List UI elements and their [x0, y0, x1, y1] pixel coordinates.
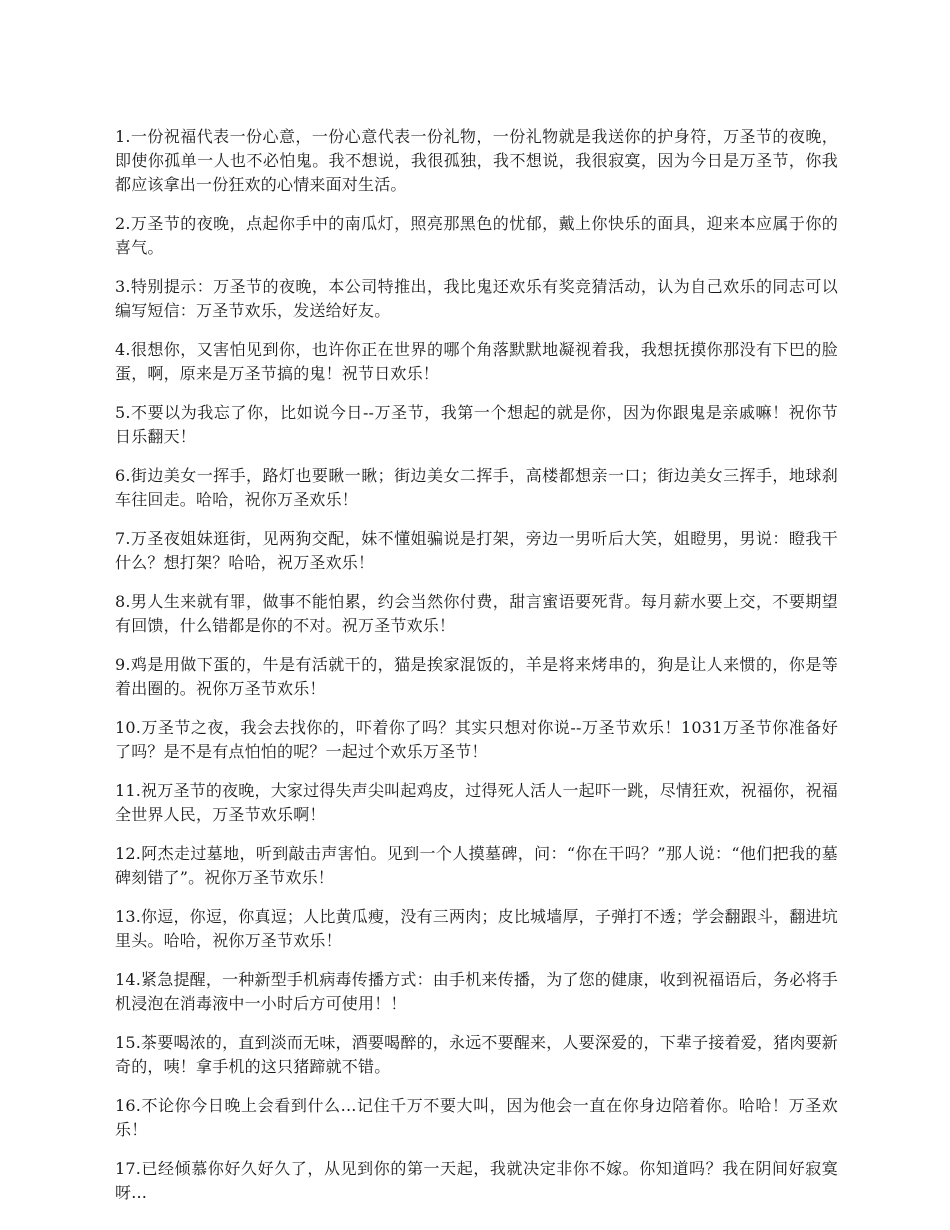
paragraph-9: 9.鸡是用做下蛋的，牛是有活就干的，猫是挨家混饭的，羊是将来烤串的，狗是让人来惯的，你是等着出圈的。祝你万圣节欢乐！: [115, 655, 838, 698]
paragraph-7: 7.万圣夜姐妹逛街，见两狗交配，妹不懂姐骗说是打架，旁边一男听后大笑，姐瞪男，男说：瞪我干什么？想打架？哈哈，祝万圣欢乐！: [115, 529, 838, 572]
paragraph-6: 6.街边美女一挥手，路灯也要瞅一瞅；街边美女二挥手，高楼都想亲一口；街边美女三挥手，地球刹车往回走。哈哈，祝你万圣欢乐！: [115, 466, 838, 509]
paragraph-5: 5.不要以为我忘了你，比如说今日--万圣节，我第一个想起的就是你，因为你跟鬼是亲戚嘛！祝你节日乐翻天！: [115, 403, 838, 446]
paragraph-14: 14.紧急提醒，一种新型手机病毒传播方式：由手机来传播，为了您的健康，收到祝福语后，务必将手机浸泡在消毒液中一小时后方可使用！！: [115, 970, 838, 1013]
paragraph-16: 16.不论你今日晚上会看到什么...记住千万不要大叫，因为他会一直在你身边陪着你。哈哈！万圣欢乐！: [115, 1096, 838, 1139]
paragraph-3: 3.特别提示：万圣节的夜晚，本公司特推出，我比鬼还欢乐有奖竞猜活动，认为自己欢乐的同志可以编写短信：万圣节欢乐，发送给好友。: [115, 277, 838, 320]
paragraph-2: 2.万圣节的夜晚，点起你手中的南瓜灯，照亮那黑色的忧郁，戴上你快乐的面具，迎来本应属于你的喜气。: [115, 214, 838, 257]
document-body: [115, 125, 838, 1220]
paragraph-17: 17.已经倾慕你好久好久了，从见到你的第一天起，我就决定非你不嫁。你知道吗？我在阴间好寂寞呀...: [115, 1159, 838, 1202]
paragraph-10: 10.万圣节之夜，我会去找你的，吓着你了吗？其实只想对你说--万圣节欢乐！1031万圣节你准备好了吗？是不是有点怕怕的呢？一起过个欢乐万圣节！: [115, 718, 838, 761]
paragraph-13: 13.你逗，你逗，你真逗；人比黄瓜瘦，没有三两肉；皮比城墙厚，子弹打不透；学会翻跟斗，翻进坑里头。哈哈，祝你万圣节欢乐！: [115, 907, 838, 950]
paragraph-4: 4.很想你，又害怕见到你，也许你正在世界的哪个角落默默地凝视着我，我想抚摸你那没有下巴的脸蛋，啊，原来是万圣节搞的鬼！祝节日欢乐！: [115, 340, 838, 383]
paragraph-1: 1.一份祝福代表一份心意，一份心意代表一份礼物，一份礼物就是我送你的护身符，万圣节的夜晚，即使你孤单一人也不必怕鬼。我不想说，我很孤独，我不想说，我很寂寞，因为今日是万圣节，你我都应该拿出一份狂欢的心情来面对生活。: [115, 127, 838, 194]
paragraph-15: 15.茶要喝浓的，直到淡而无味，酒要喝醉的，永远不要醒来，人要深爱的，下辈子接着爱，猪肉要新奇的，咦！拿手机的这只猪蹄就不错。: [115, 1033, 838, 1076]
paragraph-11: 11.祝万圣节的夜晚，大家过得失声尖叫起鸡皮，过得死人活人一起吓一跳，尽情狂欢，祝福你，祝福全世界人民，万圣节欢乐啊！: [115, 781, 838, 824]
paragraph-8: 8.男人生来就有罪，做事不能怕累，约会当然你付费，甜言蜜语要死背。每月薪水要上交，不要期望有回馈，什么错都是你的不对。祝万圣节欢乐！: [115, 592, 838, 635]
paragraph-12: 12.阿杰走过墓地，听到敲击声害怕。见到一个人摸墓碑，问：“你在干吗？”那人说：“他们把我的墓碑刻错了”。祝你万圣节欢乐！: [115, 844, 838, 887]
